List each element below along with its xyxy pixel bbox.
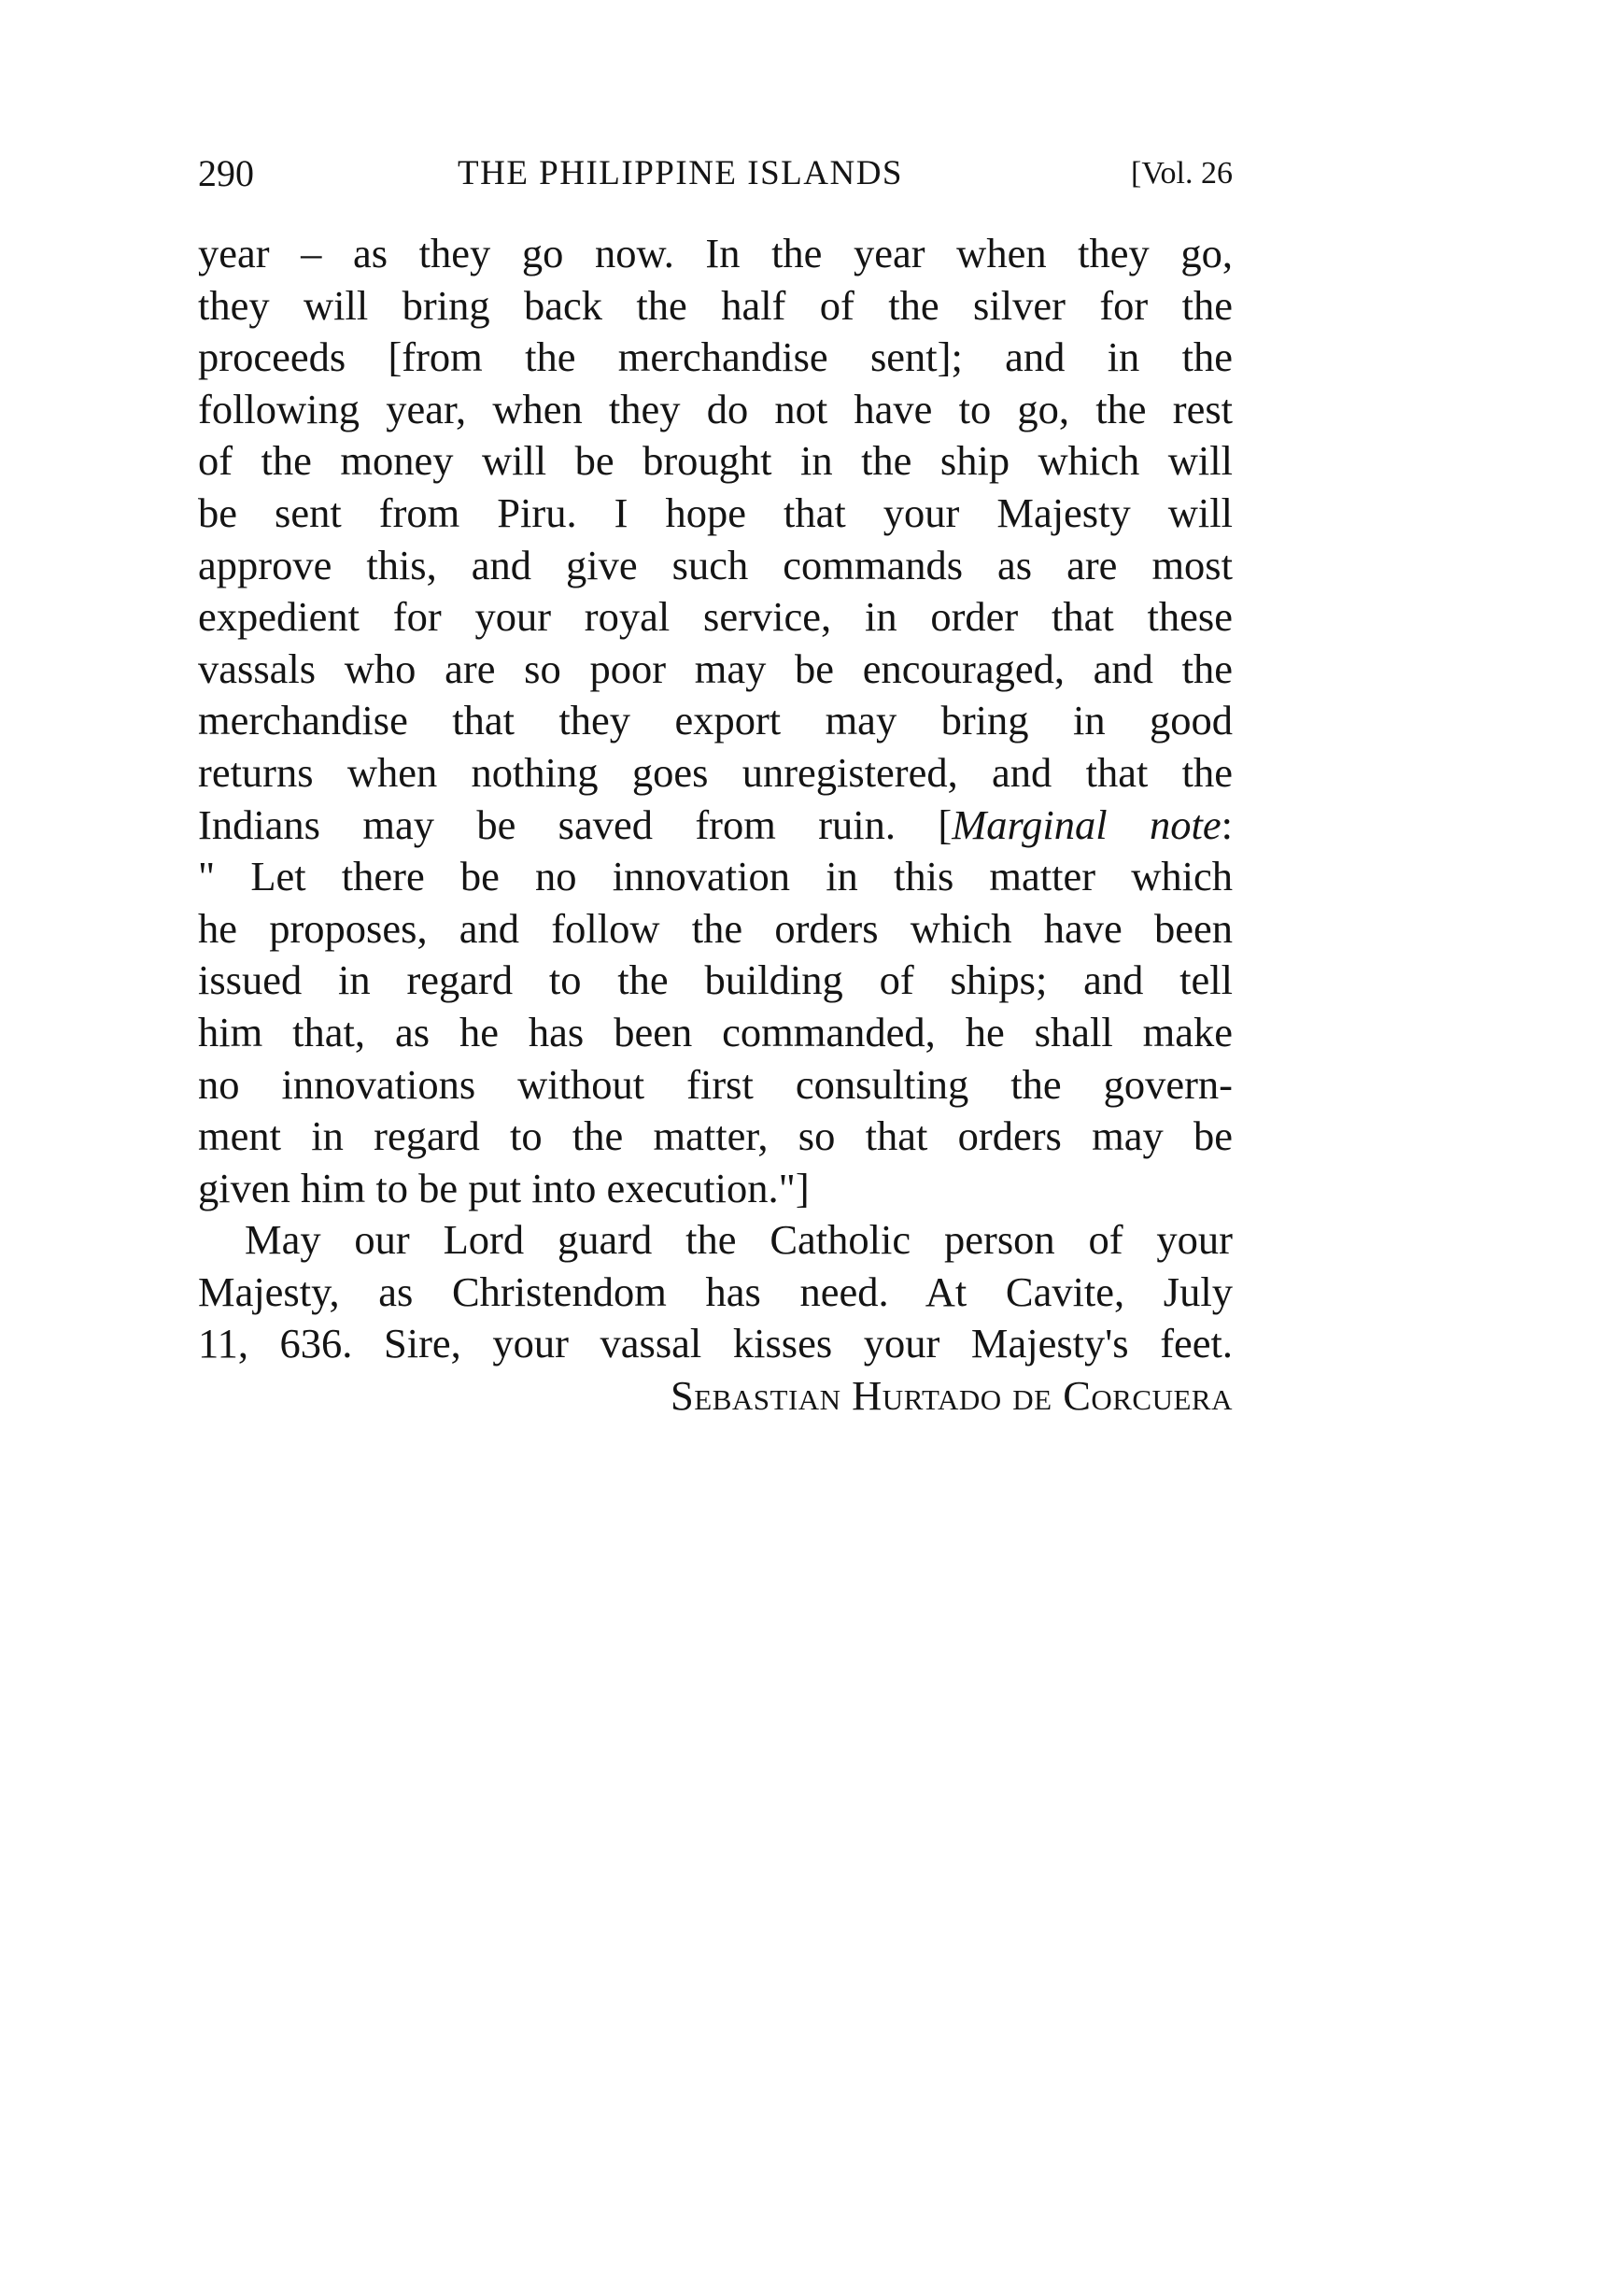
text-line: of the money will be brought in the ship which will bbox=[198, 437, 1233, 485]
text-line: ment in regard to the matter, so that orders may be bbox=[198, 1112, 1233, 1160]
closing-line: Majesty, as Christendom has need. At Cavite, July bbox=[198, 1267, 1233, 1315]
text-line: they will bring back the half of the silver for the bbox=[198, 281, 1233, 329]
text-line: vassals who are so poor may be encouraged, and the bbox=[198, 644, 1233, 692]
text-line: returns when nothing goes unregistered, and that the bbox=[198, 748, 1233, 796]
text-line: proceeds [from the merchandise sent]; and in the bbox=[198, 333, 1233, 381]
text-line: no innovations without first consulting the govern- bbox=[198, 1060, 1233, 1108]
page-header bbox=[198, 148, 1233, 200]
closing-line: May our Lord guard the Catholic person of your bbox=[245, 1216, 1233, 1264]
text-line: him that, as he has been commanded, he shall make bbox=[198, 1008, 1233, 1055]
text-line: merchandise that they export may bring in good bbox=[198, 697, 1233, 744]
closing-line: 11, 636. Sire, your vassal kisses your Majesty's feet. bbox=[198, 1320, 1233, 1367]
signature: Sebastian Hurtado de Corcuera bbox=[671, 1372, 1233, 1420]
text-line: issued in regard to the building of ships; and tell bbox=[198, 956, 1233, 1004]
text-line: approve this, and give such commands as are most bbox=[198, 541, 1233, 588]
text-line-marginal bbox=[198, 800, 1233, 852]
text-line: " Let there be no innovation in this matter which bbox=[198, 853, 1233, 900]
text-line: he proposes, and follow the orders which have been bbox=[198, 904, 1233, 952]
marginal-colon: : bbox=[1221, 800, 1233, 848]
body-text bbox=[198, 228, 1233, 1423]
text-line: year – as they go now. In the year when they go, bbox=[198, 230, 1233, 276]
volume-label: [Vol. 26 bbox=[1131, 156, 1233, 191]
running-title: THE PHILIPPINE ISLANDS bbox=[458, 154, 903, 192]
page-number: 290 bbox=[198, 152, 254, 194]
text-line: be sent from Piru. I hope that your Majesty will bbox=[198, 489, 1233, 536]
text-line: following year, when they do not have to go, the rest bbox=[198, 385, 1233, 432]
text-line: given him to be put into execution."] bbox=[198, 1164, 810, 1211]
marginal-note-label: Marginal note bbox=[952, 800, 1222, 848]
line-text: Indians may be saved from ruin. [ bbox=[198, 800, 953, 848]
text-line: expedient for your royal service, in order that these bbox=[198, 593, 1233, 641]
